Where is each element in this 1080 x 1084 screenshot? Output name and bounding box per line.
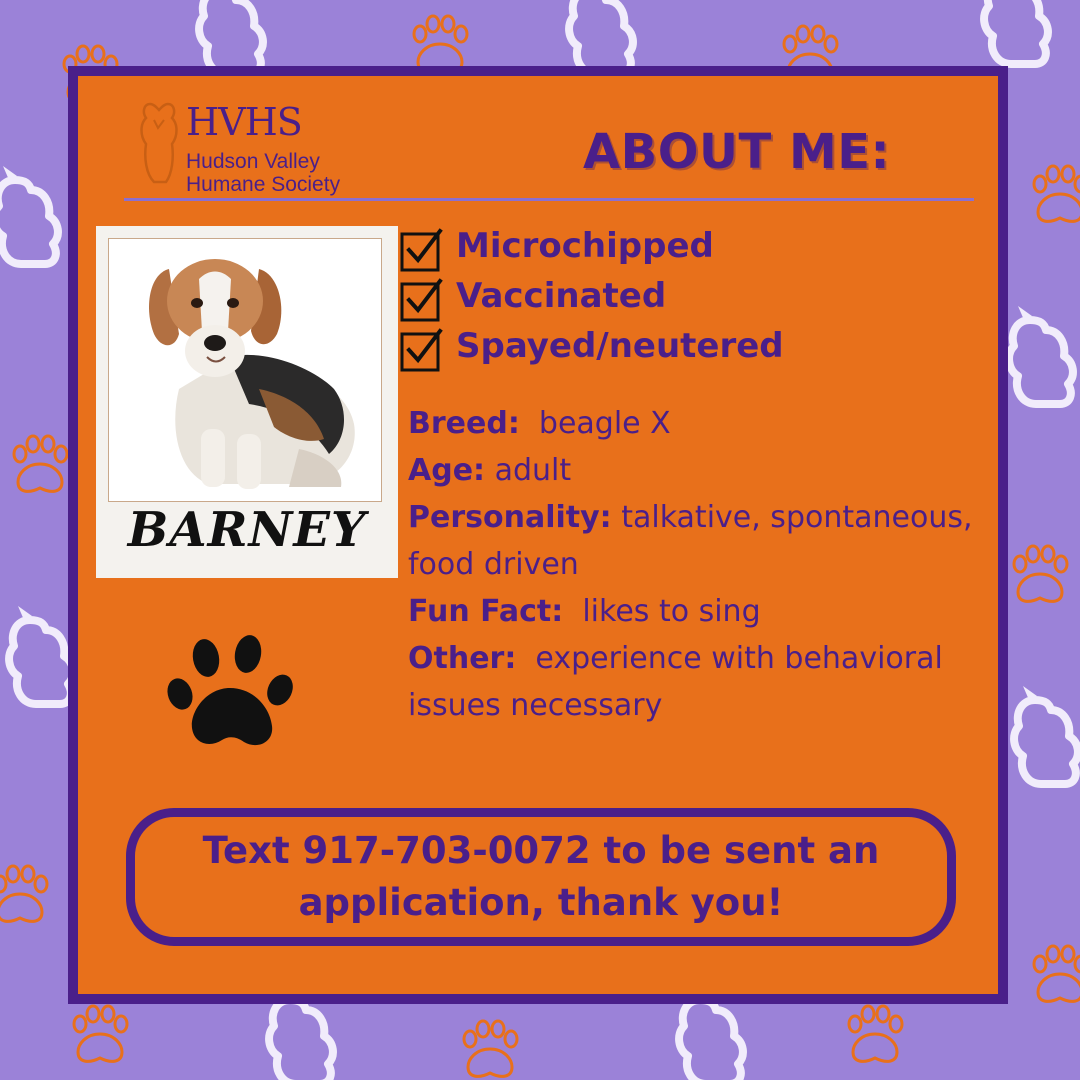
fact-key: Personality: <box>408 500 612 535</box>
dog-cat-logo-icon <box>136 98 182 188</box>
checklist-label: Microchipped <box>456 226 714 266</box>
pet-photo <box>108 238 382 502</box>
fact-value: likes to sing <box>582 594 761 629</box>
fact-other <box>408 635 1008 729</box>
fact-key: Age: <box>408 453 486 488</box>
checkbox-checked-icon <box>400 278 444 322</box>
adoption-card <box>68 66 1008 1004</box>
fact-value: beagle X <box>538 406 671 441</box>
pet-photo-card <box>96 226 398 578</box>
page-title: ABOUT ME: <box>583 124 891 180</box>
fact-personality <box>408 494 1008 588</box>
paw-print-icon <box>166 632 296 752</box>
pet-name: BARNEY <box>127 502 367 558</box>
fact-key: Fun Fact: <box>408 594 564 629</box>
hvhs-logo <box>136 90 436 210</box>
checklist-label: Vaccinated <box>456 276 667 316</box>
contact-text: Text 917-703-0072 to be sent an application, thank you! <box>202 829 880 924</box>
fact-value: adult <box>494 453 572 488</box>
fact-fun-fact <box>408 588 1008 635</box>
fact-value: experience with behavioral issues necessary <box>408 641 943 723</box>
logo-name-line1: Hudson Valley <box>186 150 320 173</box>
title-divider <box>124 198 974 201</box>
fact-breed <box>408 400 1008 447</box>
pet-facts <box>408 400 1008 729</box>
logo-abbr: HVHS <box>186 100 302 144</box>
logo-name-line2: Humane Society <box>186 173 341 196</box>
fact-value: talkative, spontaneous, food driven <box>408 500 973 582</box>
contact-callout <box>126 808 956 946</box>
checkbox-checked-icon <box>400 328 444 372</box>
fact-key: Breed: <box>408 406 520 441</box>
beagle-dog-photo-icon <box>109 239 381 501</box>
checkbox-checked-icon <box>400 228 444 272</box>
logo-org-name <box>186 150 386 196</box>
fact-key: Other: <box>408 641 517 676</box>
checklist-label: Spayed/neutered <box>456 326 784 366</box>
fact-age <box>408 447 1008 494</box>
